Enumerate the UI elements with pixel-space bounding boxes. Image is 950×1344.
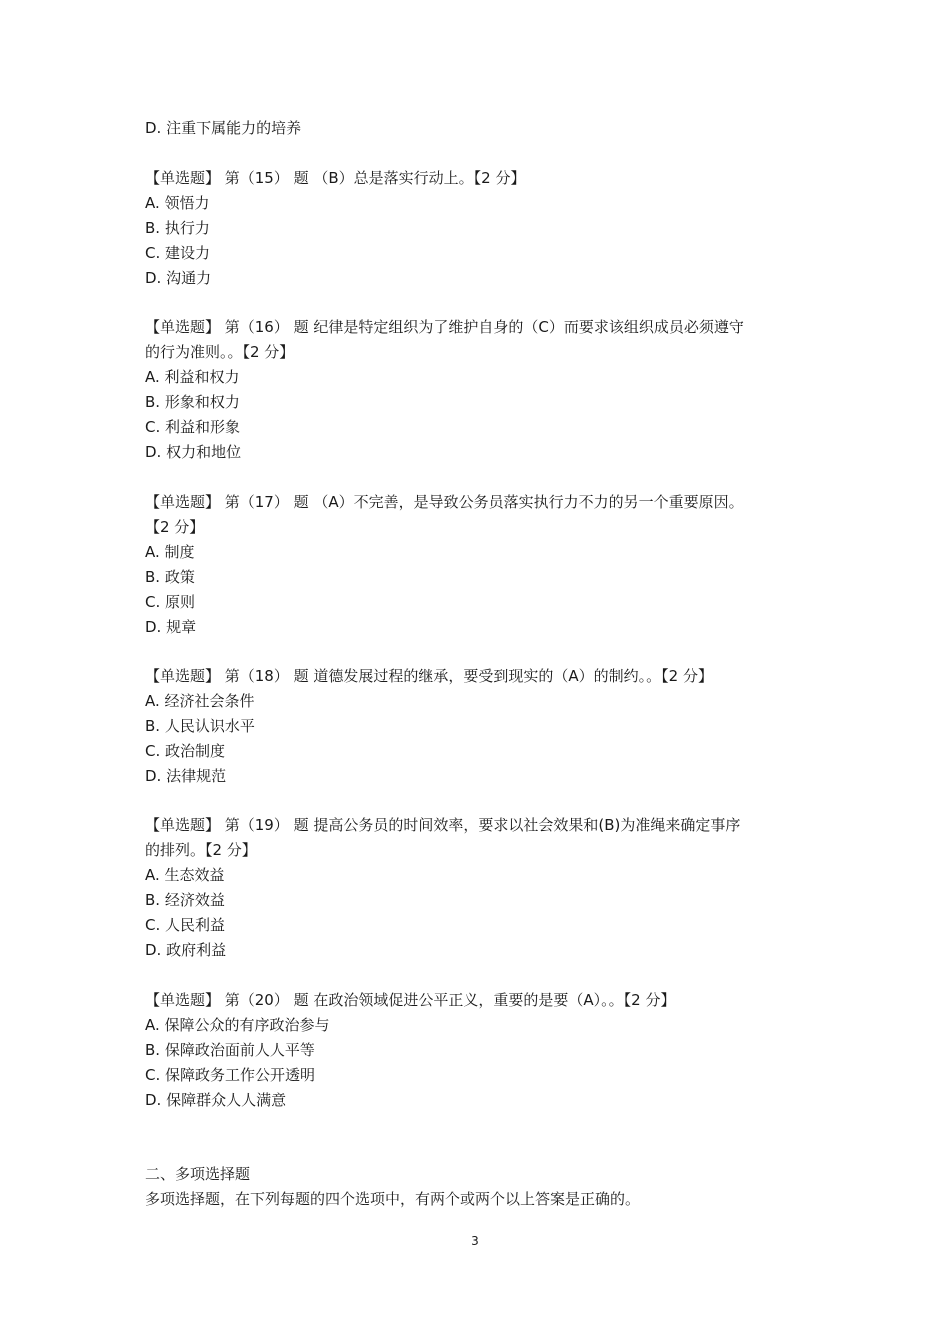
question-19-stem: 【单选题】 第（19） 题 提高公务员的时间效率，要求以社会效果和(B)为准绳来确定事序 [145, 816, 741, 834]
question-19-option-b: B. 经济效益 [145, 891, 225, 909]
question-17-option-d: D. 规章 [145, 618, 197, 636]
question-17-stem-continued: 【2 分】 [145, 518, 205, 536]
question-19-option-a: A. 生态效益 [145, 866, 225, 884]
question-19-option-d: D. 政府利益 [145, 941, 227, 959]
question-16-option-c: C. 利益和形象 [145, 418, 241, 436]
question-18-option-c: C. 政治制度 [145, 742, 226, 760]
option-d-previous-question: D. 注重下属能力的培养 [145, 119, 302, 137]
question-17-option-b: B. 政策 [145, 568, 195, 586]
question-16-stem: 【单选题】 第（16） 题 纪律是特定组织为了维护自身的（C）而要求该组织成员必须遵守 [145, 318, 744, 336]
section-description: 多项选择题，在下列每题的四个选项中，有两个或两个以上答案是正确的。 [145, 1190, 641, 1208]
question-17-option-c: C. 原则 [145, 593, 196, 611]
question-15-option-a: A. 领悟力 [145, 194, 210, 212]
question-19-stem-continued: 的排列。【2 分】 [145, 841, 257, 859]
question-20-option-d: D. 保障群众人人满意 [145, 1091, 287, 1109]
question-15-option-d: D. 沟通力 [145, 269, 212, 287]
page-number: 3 [471, 1234, 479, 1248]
question-20-option-c: C. 保障政务工作公开透明 [145, 1066, 316, 1084]
question-18-option-b: B. 人民认识水平 [145, 717, 255, 735]
question-17-stem: 【单选题】 第（17） 题 （A）不完善，是导致公务员落实执行力不力的另一个重要原因。 [145, 493, 744, 511]
question-20-stem: 【单选题】 第（20） 题 在政治领域促进公平正义，重要的是要（A）。。【2 分】 [145, 991, 676, 1009]
question-15-stem: 【单选题】 第（15） 题 （B）总是落实行动上。【2 分】 [145, 169, 526, 187]
question-19-option-c: C. 人民利益 [145, 916, 226, 934]
question-15-option-c: C. 建设力 [145, 244, 211, 262]
question-18-option-d: D. 法律规范 [145, 767, 227, 785]
question-20-option-a: A. 保障公众的有序政治参与 [145, 1016, 330, 1034]
question-17-option-a: A. 制度 [145, 543, 195, 561]
question-18-option-a: A. 经济社会条件 [145, 692, 255, 710]
question-16-option-d: D. 权力和地位 [145, 443, 242, 461]
question-16-stem-continued: 的行为准则。。【2 分】 [145, 343, 295, 361]
question-20-option-b: B. 保障政治面前人人平等 [145, 1041, 315, 1059]
question-16-option-a: A. 利益和权力 [145, 368, 240, 386]
section-heading: 二、多项选择题 [145, 1165, 251, 1183]
question-16-option-b: B. 形象和权力 [145, 393, 240, 411]
question-15-option-b: B. 执行力 [145, 219, 210, 237]
question-18-stem: 【单选题】 第（18） 题 道德发展过程的继承，要受到现实的（A）的制约。。【2 分】 [145, 667, 713, 685]
